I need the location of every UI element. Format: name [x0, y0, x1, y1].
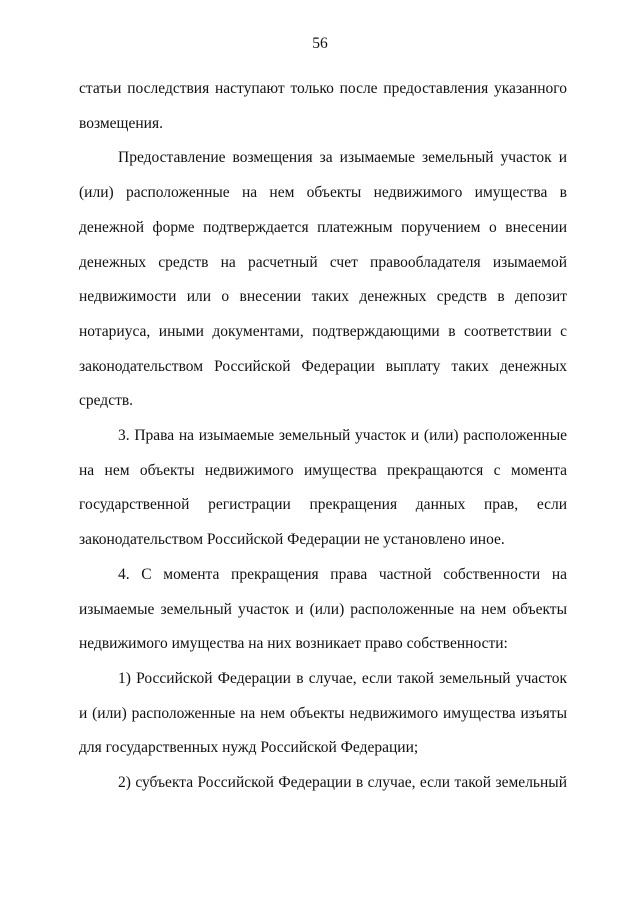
paragraph-compensation-confirmation: Предоставление возмещения за изымаемые земельный участок и (или) расположенные на нем объекты недвижимого имущества в денежной форме подтверждается платежным поручением о внесении денежных средств на расчетный счет правообладателя изымаемой недвижимости или о внесении таких денежных средств в депозит нотариуса, иными документами, подтверждающими в соответствии с законодательством Российской Федерации выплату таких денежных средств. — [79, 149, 567, 410]
paragraph-item-4: 4. С момента прекращения права частной собственности на изымаемые земельный участок и (или) расположенные на нем объекты недвижимого имущества на них возникает право собственности: — [79, 565, 567, 653]
paragraph-item-3: 3. Права на изымаемые земельный участок и (или) расположенные на нем объекты недвижимого имущества прекращаются с момента государственной регистрации прекращения данных прав, если законодательством Российской Федерации не установлено иное. — [79, 427, 567, 549]
document-body — [79, 72, 567, 801]
paragraph-subitem-2: 2) субъекта Российской Федерации в случае, если такой земельный — [118, 774, 567, 792]
paragraph-continuation: статьи последствия наступают только после предоставления указанного возмещения. — [79, 80, 567, 132]
page-number: 56 — [312, 35, 328, 52]
paragraph-subitem-1: 1) Российской Федерации в случае, если такой земельный участок и (или) расположенные на нем объекты недвижимого имущества изъяты для государственных нужд Российской Федерации; — [79, 669, 567, 757]
